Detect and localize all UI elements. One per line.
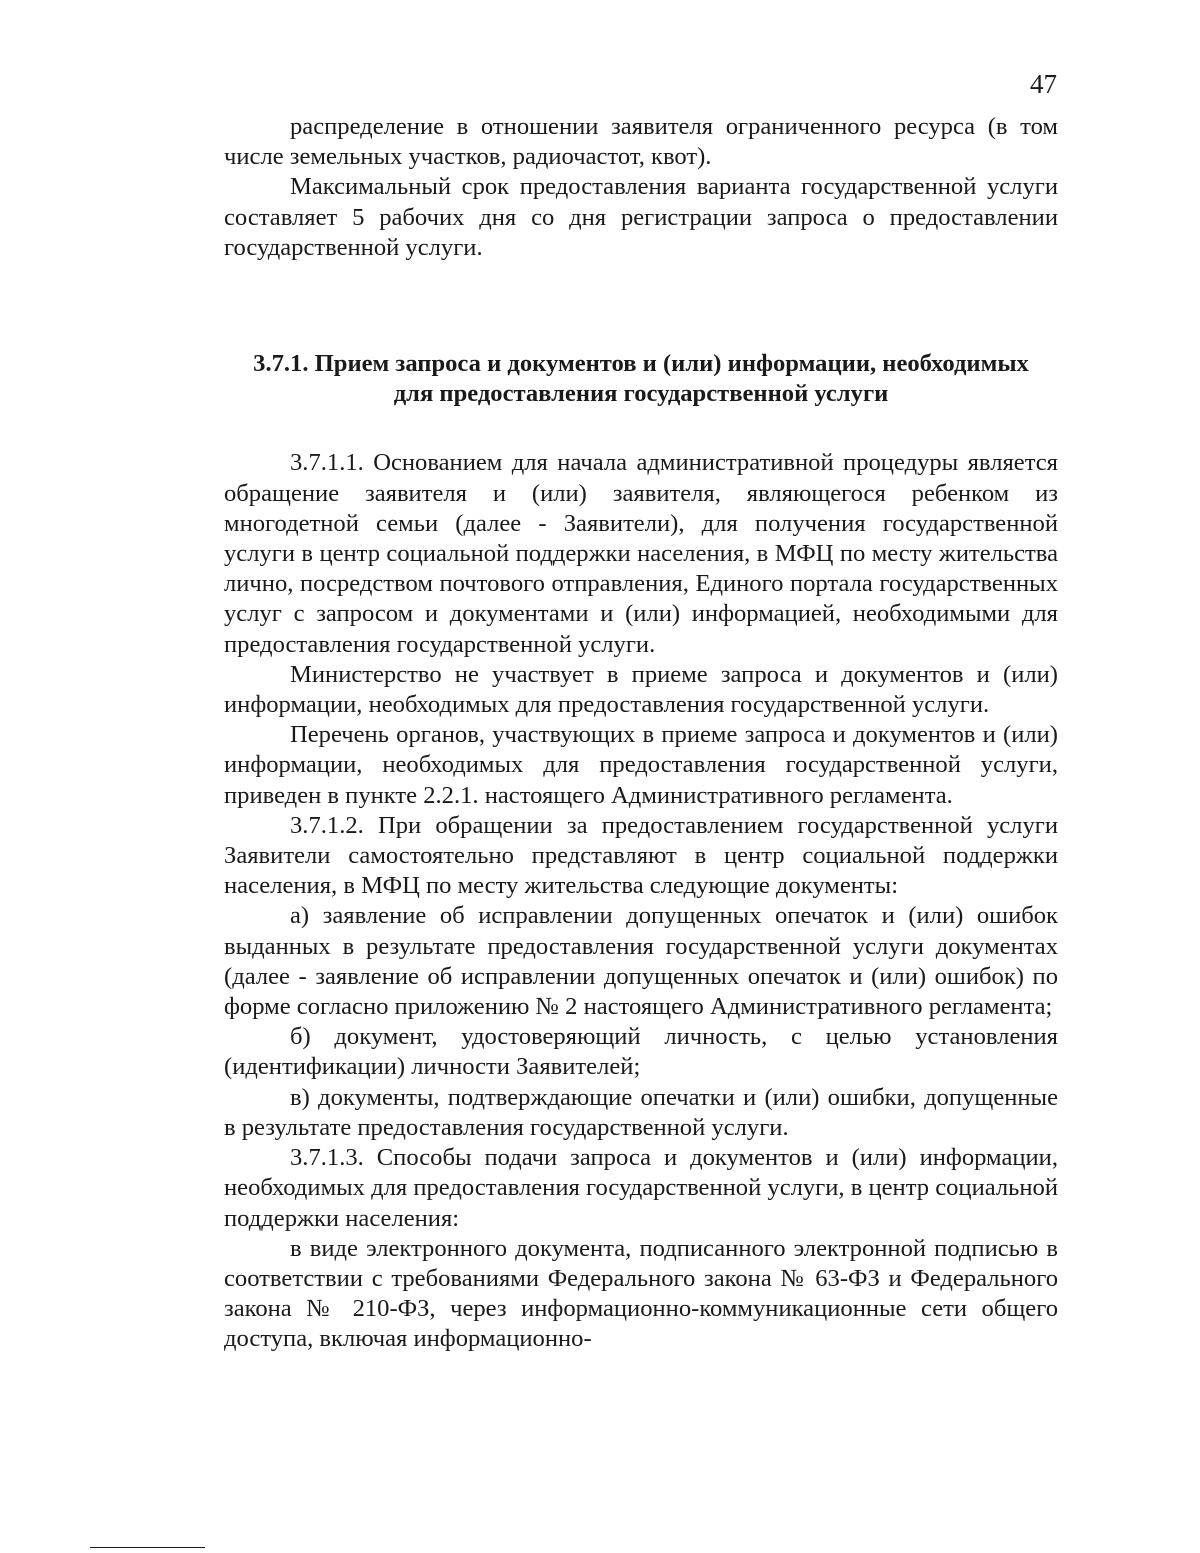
section-heading-line-1: 3.7.1. Прием запроса и документов и (или) информации, необходимых xyxy=(253,350,1029,378)
section-heading xyxy=(224,349,1058,409)
paragraph-3-7-1-3: 3.7.1.3. Способы подачи запроса и документов и (или) информации, необходимых для предоставления государственной услуги, в центр социальной поддержки населения: xyxy=(224,1144,1058,1232)
paragraph-3-7-1-1: 3.7.1.1. Основанием для начала административной процедуры является обращение заявителя и (или) заявителя, являющегося ребенком из многодетной семьи (далее - Заявители), для получения государственной услуги в центр социальной поддержки населения, в МФЦ по месту жительства лично, посредством почтового отправления, Единого портала государственных услуг с запросом и документами и (или) информацией, необходимыми для предоставления государственной услуги. xyxy=(224,449,1058,658)
document-body xyxy=(224,112,1058,1355)
paragraph-electronic-document: в виде электронного документа, подписанного электронной подписью в соответствии с требованиями Федерального закона № 63-ФЗ и Федерального закона № 210-ФЗ, через информационно-коммуникационные сети общего доступа, включая информационно- xyxy=(224,1234,1058,1353)
page-number: 47 xyxy=(1030,69,1057,99)
section-heading-line-2: для предоставления государственной услуги xyxy=(393,380,889,408)
intro-paragraph-2: Максимальный срок предоставления варианта государственной услуги составляет 5 рабочих дня со дня регистрации запроса о предоставлении государственной услуги. xyxy=(224,173,1058,261)
list-item-b: б) документ, удостоверяющий личность, с целью установления (идентификации) личности Заявителей; xyxy=(224,1023,1058,1081)
paragraph-ministry: Министерство не участвует в приеме запроса и документов и (или) информации, необходимых для предоставления государственной услуги. xyxy=(224,660,1058,719)
paragraph-3-7-1-2: 3.7.1.2. При обращении за предоставлением государственной услуги Заявители самостоятельно представляют в центр социальной поддержки населения, в МФЦ по месту жительства следующие документы: xyxy=(224,811,1058,900)
paragraph-organs-list: Перечень органов, участвующих в приеме запроса и документов и (или) информации, необходимых для предоставления государственной услуги, приведен в пункте 2.2.1. настоящего Административного регламента. xyxy=(224,721,1058,809)
list-item-v: в) документы, подтверждающие опечатки и (или) ошибки, допущенные в результате предоставления государственной услуги. xyxy=(224,1083,1058,1141)
list-item-a: а) заявление об исправлении допущенных опечаток и (или) ошибок выданных в результате предоставления государственной услуги документах (далее - заявление об исправлении допущенных опечаток и (или) ошибок) по форме согласно приложению № 2 настоящего Административного регламента; xyxy=(224,902,1058,1021)
intro-paragraph-1: распределение в отношении заявителя ограниченного ресурса (в том числе земельных участков, радиочастот, квот). xyxy=(224,113,1058,171)
footnote-separator xyxy=(90,1547,205,1548)
